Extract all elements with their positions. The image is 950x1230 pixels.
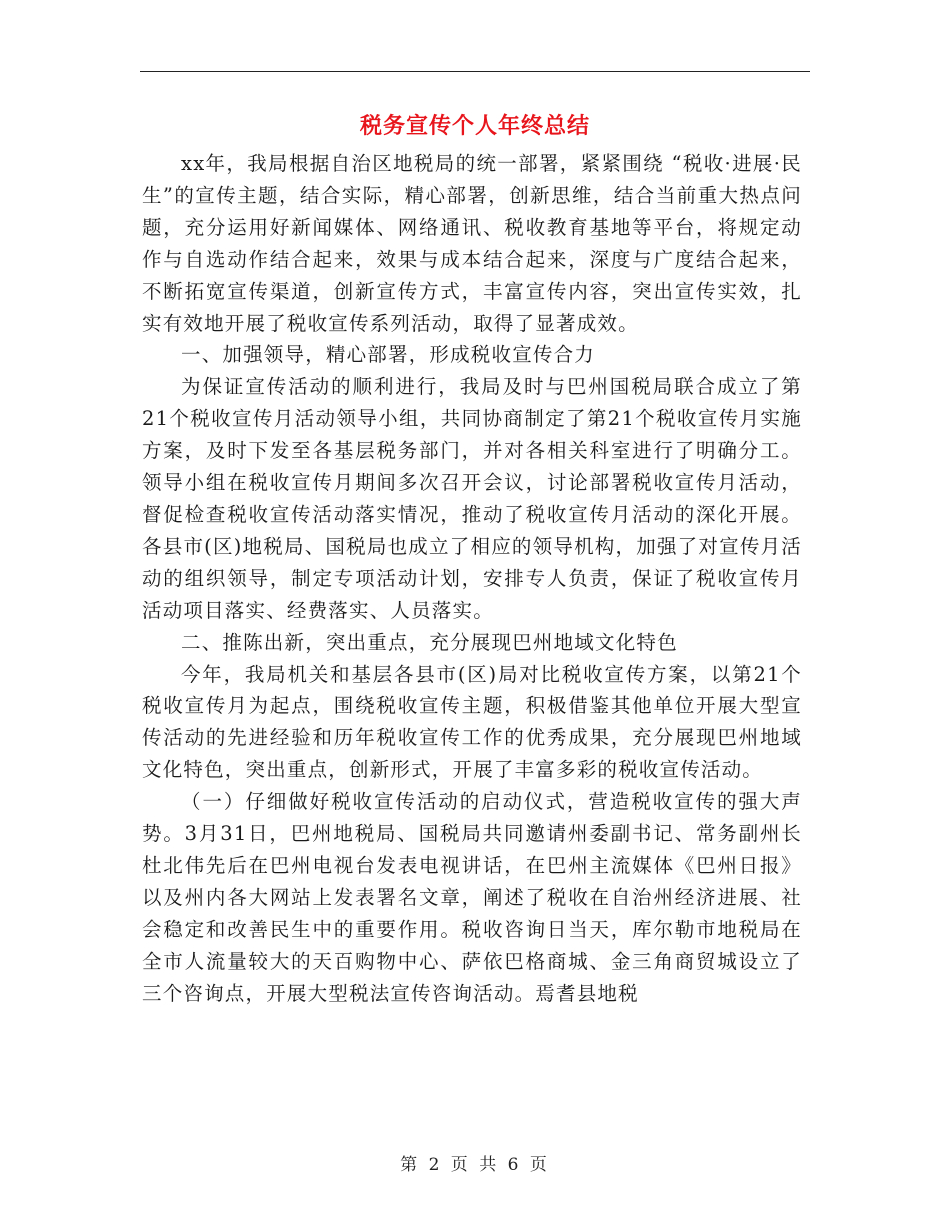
document-body <box>142 148 802 1009</box>
section-2-paragraph: 今年，我局机关和基层各县市(区)局对比税收宣传方案，以第21个税收宣传月为起点，围绕税收宣传主题，积极借鉴其他单位开展大型宣传活动的先进经验和历年税收宣传工作的优秀成果，充分展现巴州地域文化特色，突出重点，创新形式，开展了丰富多彩的税收宣传活动。 <box>142 662 802 782</box>
section-heading-1: 一、加强领导，精心部署，形成税收宣传合力 <box>181 343 596 367</box>
page-number: 第 2 页 共 6 页 <box>400 1155 550 1175</box>
section-heading-2: 二、推陈出新，突出重点，充分展现巴州地域文化特色 <box>181 630 678 654</box>
header-rule <box>140 71 810 72</box>
section-1-paragraph: 为保证宣传活动的顺利进行，我局及时与巴州国税局联合成立了第21个税收宣传月活动领导小组，共同协商制定了第21个税收宣传月实施方案，及时下发至各基层税务部门，并对各相关科室进行了明确分工。领导小组在税收宣传月期间多次召开会议，讨论部署税收宣传月活动，督促检查税收宣传活动落实情况，推动了税收宣传月活动的深化开展。各县市(区)地税局、国税局也成立了相应的领导机构，加强了对宣传月活动的组织领导，制定专项活动计划，安排专人负责，保证了税收宣传月活动项目落实、经费落实、人员落实。 <box>142 375 802 622</box>
subsection-1-paragraph: （一）仔细做好税收宣传活动的启动仪式，营造税收宣传的强大声势。3月31日，巴州地税局、国税局共同邀请州委副书记、常务副州长杜北伟先后在巴州电视台发表电视讲话，在巴州主流媒体《巴州日报》以及州内各大网站上发表署名文章，阐述了税收在自治州经济进展、社会稳定和改善民生中的重要作用。税收咨询日当天，库尔勒市地税局在全市人流量较大的天百购物中心、萨依巴格商城、金三角商贸城设立了三个咨询点，开展大型税法宣传咨询活动。焉耆县地税 <box>142 790 802 1005</box>
intro-paragraph: xx年，我局根据自治区地税局的统一部署，紧紧围绕 “税收·进展·民生”的宣传主题，结合实际，精心部署，创新思维，结合当前重大热点问题，充分运用好新闻媒体、网络通讯、税收教育基地等平台，将规定动作与自选动作结合起来，效果与成本结合起来，深度与广度结合起来，不断拓宽宣传渠道，创新宣传方式，丰富宣传内容，突出宣传实效，扎实有效地开展了税收宣传系列活动，取得了显著成效。 <box>142 152 802 335</box>
document-title: 税务宣传个人年终总结 <box>359 113 590 139</box>
